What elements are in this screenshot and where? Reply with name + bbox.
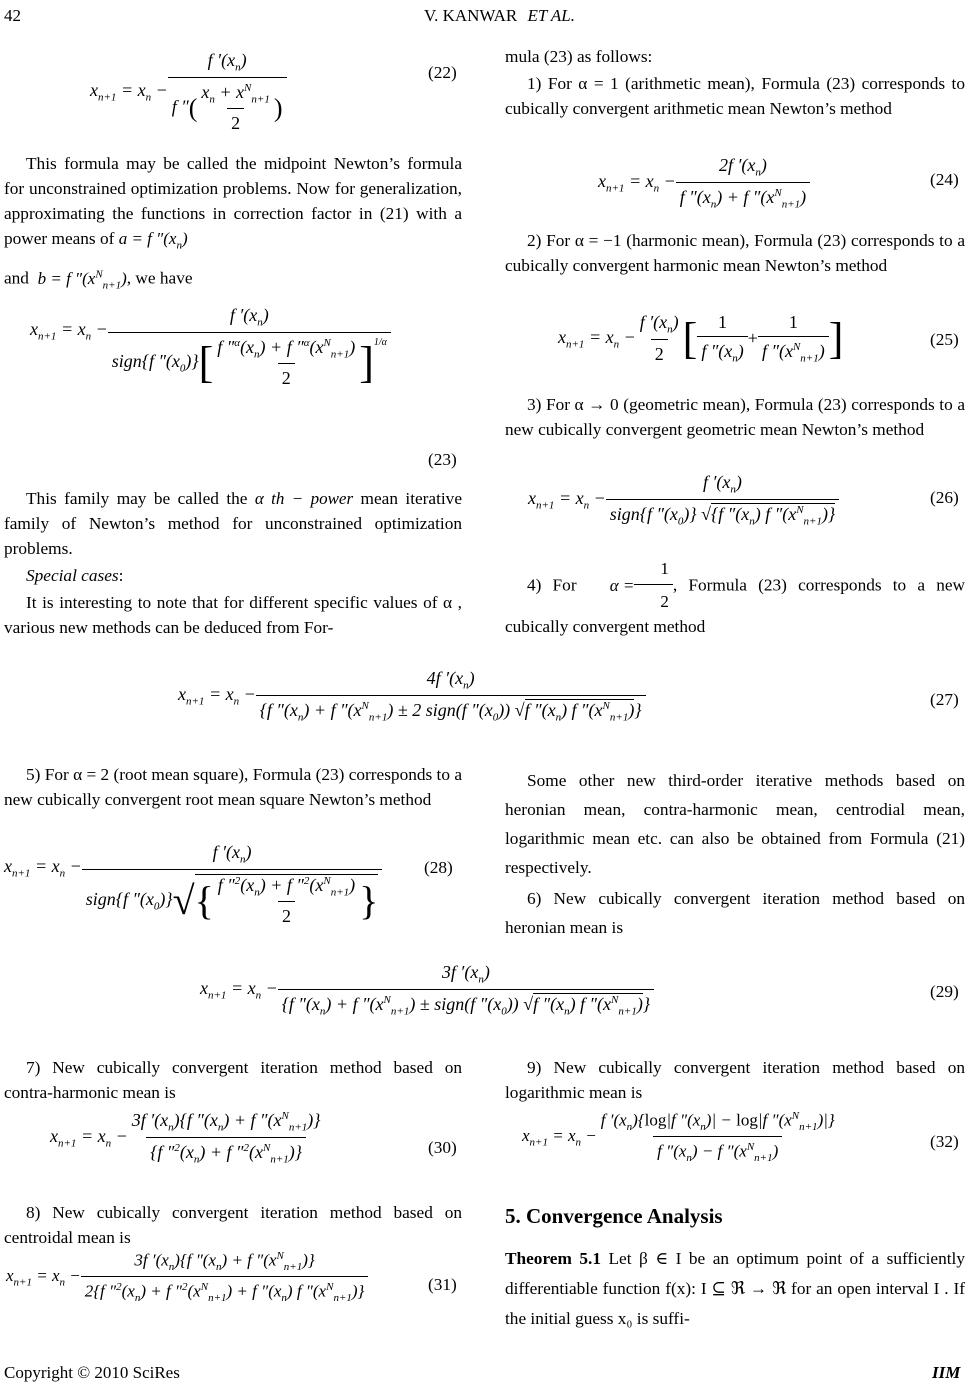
case-8-text: 8) New cubically convergent iteration method based on centroidal mean is [4, 1203, 462, 1247]
other-methods-text: Some other new third-order iterative methods based on heronian mean, contra-harmonic mean, centrodial mean, logarithmic mean etc. can also be obtained from Formula (21) respectively. [505, 771, 965, 877]
equation-30: $x_{n+1} = x_n$ − $\frac{3f '(x_n)\{f ''(x_n) + f ''(x^N_{n+1})\}}{\{f ''^2(x_n) + f ''^2(x^N_{n+1})\}}$ [50, 1110, 321, 1166]
equation-32: $x_{n+1} = x_n$ − $\frac{f '(x_n)\{\log|f ''(x_n)| - \log|f ''(x^N_{n+1})|\}}{f ''(x_n) - f ''(x^N_{n+1})}$ [522, 1110, 835, 1165]
equation-22-label: (22) [428, 63, 457, 82]
colon: : [118, 566, 124, 585]
equation-26-label: (26) [930, 488, 959, 507]
equation-25-label: (25) [930, 330, 959, 349]
equation-30-label: (30) [428, 1138, 457, 1157]
case-9-text: 9) New cubically convergent iteration method based on logarithmic mean is [505, 1058, 965, 1102]
case-8 [4, 1200, 462, 1250]
equation-22: $x_{n+1} = x_n$ − f $'(x_n)$ f ″( $\frac{x_n + x^N_{n+1}}{2}$ ) [90, 50, 287, 134]
math-alpha-half: α = $\frac{1}{2}$ [588, 556, 673, 614]
equation-31-label: (31) [428, 1275, 457, 1294]
equation-28: $x_{n+1} = x_n$ − f $'(x_n)$ sign{f $''(x_0)$} √ { $\frac{f ''^2(x_n) + f ''^2(x^N_{n+1})}{2}$ } [4, 842, 382, 927]
paragraph-midpoint-text: This formula may be called the midpoint Newton’s formula for unconstrained optimization problems. Now for generalization, approximating the functions in correction factor in (21) with a power means of [4, 154, 462, 248]
page-number: 42 [4, 6, 21, 25]
other-methods [505, 766, 965, 942]
footer-journal: IIM [932, 1363, 961, 1382]
theorem-label: Theorem 5.1 [505, 1249, 601, 1268]
paragraph-family [4, 486, 462, 640]
case-5-text: 5) For α = 2 (root mean square), Formula (23) corresponds to a new cubically convergent root mean square Newton’s method [4, 765, 462, 809]
equation-24-label: (24) [930, 170, 959, 189]
paragraph-midpoint-end: , we have [126, 269, 193, 289]
case-7-text: 7) New cubically convergent iteration method based on contra-harmonic mean is [4, 1058, 462, 1102]
right-column-intro [505, 44, 965, 121]
special-cases-heading: Special cases [26, 566, 119, 585]
math-alpha-th-power: α th − power [254, 489, 354, 508]
paragraph-midpoint [4, 151, 462, 298]
equation-27-label: (27) [930, 690, 959, 709]
paragraph-family-end: mean iterative family of Newton’s method for unconstrained optimization problems. [4, 489, 462, 558]
case-6-text: 6) New cubically convergent iteration method based on heronian mean is [505, 889, 965, 937]
equation-31: $x_{n+1} = x_n$ − $\frac{3f '(x_n)\{f ''(x_n) + f ''(x^N_{n+1})\}}{2\{f ''^2(x_n) + f ''^2(x^N_{n+1}) + f ''(x_n) f ''(x^N_{n+1})\}}$ [6, 1250, 368, 1304]
theorem-text: Let β ∈ I be an optimum point of a sufficiently differentiable function f(x): I ⊆ ℜ → ℜ for an open interval I . If the initial guess x₀ is suffi- [505, 1249, 965, 1328]
equation-24: $x_{n+1} = x_n$ − $\frac{2f '(x_n)}{f ''(x_n) + f ''(x^N_{n+1})}$ [598, 155, 810, 210]
case-5 [4, 762, 462, 812]
running-header [424, 6, 575, 26]
case-2 [505, 228, 965, 278]
case-3-text: 3) For α → 0 (geometric mean), Formula (23) corresponds to a new cubically convergent geometric mean Newton’s method [505, 395, 965, 439]
case-1-text: 1) For α = 1 (arithmetic mean), Formula (23) corresponds to cubically convergent arithmetic mean Newton’s method [505, 74, 965, 118]
case-7 [4, 1055, 462, 1105]
equation-29-label: (29) [930, 982, 959, 1001]
section-title-convergence: 5. Convergence Analysis [505, 1204, 723, 1228]
paragraph-mula-cont: mula (23) as follows: [505, 47, 653, 66]
math-a: a = f $''(x_n)$ [118, 229, 188, 252]
case-3 [505, 392, 965, 442]
running-header-authors: V. KANWAR [424, 6, 518, 25]
paragraph-specific-values: It is interesting to note that for different specific values of α , various new methods can be deduced from For- [4, 593, 462, 637]
paragraph-family-start: This family may be called the [26, 489, 248, 508]
equation-29: $x_{n+1} = x_n$ − $\frac{3f '(x_n)}{\{f ''(x_n) + f ''(x^N_{n+1}) \pm sign(f ''(x_0)) √f ''(x_n) f ''(x^N_{n+1})\}}$ [200, 962, 654, 1017]
equation-26: $x_{n+1} = x_n$ − $\frac{f '(x_n)}{sign\{f ''(x_0)\} √\{f ''(x_n) f ''(x^N_{n+1})\}}$ [528, 472, 839, 527]
case-9 [505, 1055, 965, 1105]
case-4-start: 4) For [527, 575, 577, 595]
theorem-5-1 [505, 1244, 965, 1334]
equation-23: $x_{n+1} = x_n$ − f $'(x_n)$ sign{f $''(x_0)$} [ $\frac{f ''^\alpha(x_n) + f ''^\alpha(x^N_{n+1})}{2}$ ] 1/α [30, 305, 391, 389]
word-and: and [4, 269, 29, 289]
footer-copyright: Copyright © 2010 SciRes [4, 1363, 180, 1382]
equation-27: $x_{n+1} = x_n$ − $\frac{4f '(x_n)}{\{f ''(x_n) + f ''(x^N_{n+1}) \pm 2 sign(f ''(x_0)) √f ''(x_n) f ''(x^N_{n+1})\}}$ [178, 668, 646, 723]
case-4 [505, 556, 965, 639]
equation-23-label: (23) [428, 450, 457, 469]
equation-32-label: (32) [930, 1132, 959, 1151]
running-header-etal: ET AL. [527, 6, 576, 25]
math-b: b = f $''(x^N_{n+1})$ [37, 268, 127, 292]
equation-28-label: (28) [424, 858, 453, 877]
case-4-end: , Formula (23) corresponds to a new cubically convergent method [505, 575, 965, 636]
equation-25: $x_{n+1} = x_n$ − $\frac{f '(x_n)}{2}$ [ $\frac{1}{f ''(x_n)}$ + $\frac{1}{f ''(x^N_{n+1})}$ ] [558, 312, 844, 365]
case-2-text: 2) For α = −1 (harmonic mean), Formula (23) corresponds to a cubically convergent harmonic mean Newton’s method [505, 231, 965, 275]
